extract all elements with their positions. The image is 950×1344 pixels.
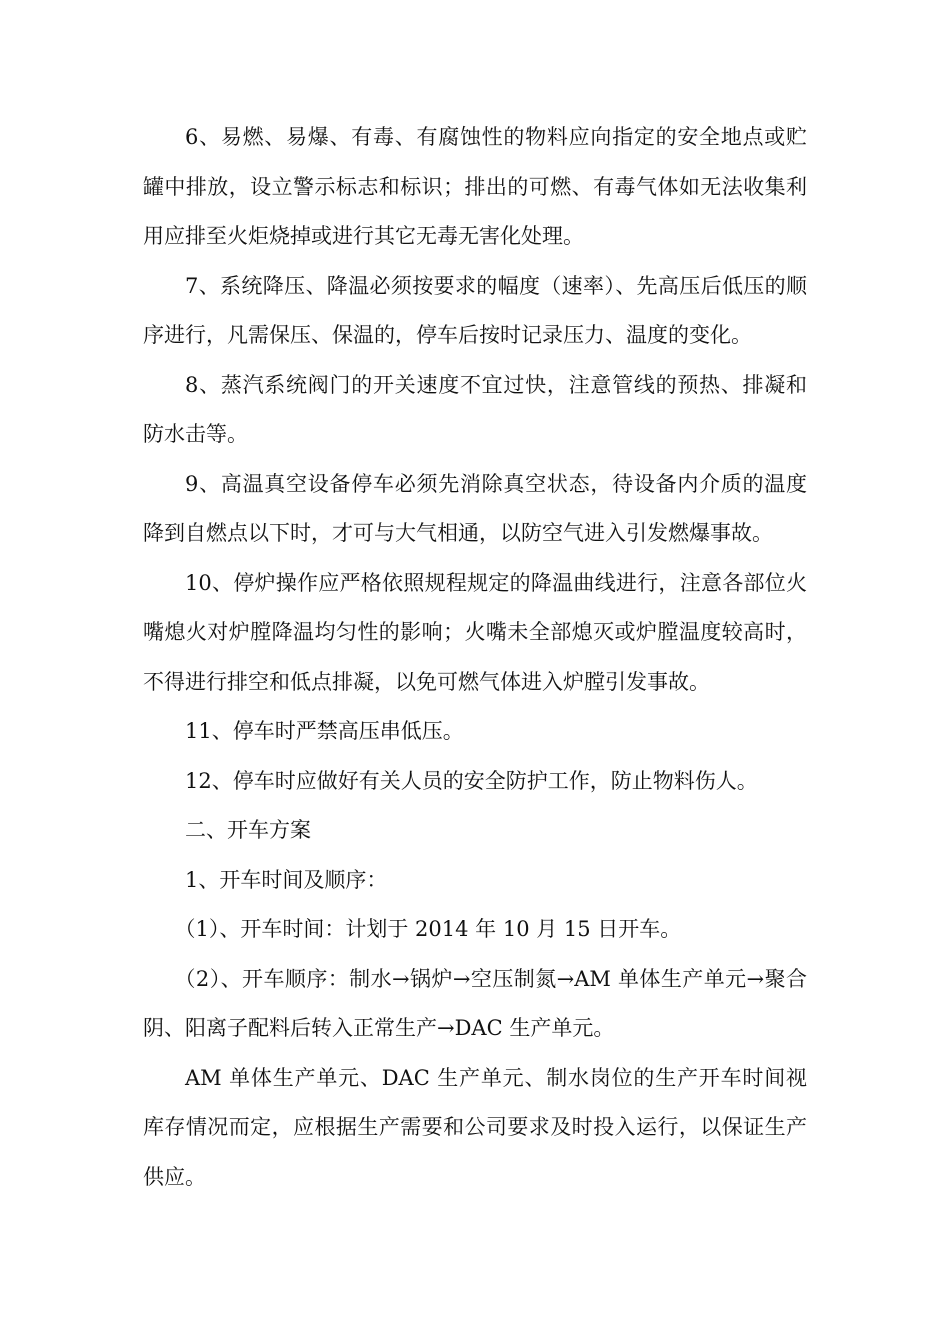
paragraph-item-11: 11、停车时严禁高压串低压。 (185, 719, 464, 743)
paragraph-item-7: 7、系统降压、降温必须按要求的幅度（速率）、先高压后低压的顺序进行，凡需保压、保温的，停车后按时记录压力、温度的变化。 (143, 273, 807, 347)
start-order-item: （2）、开车顺序：制水→锅炉→空压制氮→AM 单体生产单元→聚合阴、阳离子配料后转入正常生产→DAC 生产单元。 (143, 966, 807, 1040)
paragraph-item-12: 12、停车时应做好有关人员的安全防护工作，防止物料伤人。 (185, 768, 758, 793)
paragraph-item-10: 10、停炉操作应严格依照规程规定的降温曲线进行，注意各部位火嘴熄火对炉膛降温均匀性的影响；火嘴未全部熄灭或炉膛温度较高时，不得进行排空和低点排凝，以免可燃气体进入炉膛引发事故。 (143, 570, 807, 694)
paragraph-item-6: 6、易燃、易爆、有毒、有腐蚀性的物料应向指定的安全地点或贮罐中排放，设立警示标志和标识；排出的可燃、有毒气体如无法收集利用应排至火炬烧掉或进行其它无毒无害化处理。 (143, 125, 807, 248)
paragraph-item-8: 8、蒸汽系统阀门的开关速度不宜过快，注意管线的预热、排凝和防水击等。 (143, 372, 807, 446)
paragraph-closing: AM 单体生产单元、DAC 生产单元、制水岗位的生产开车时间视库存情况而定，应根据生产需要和公司要求及时投入运行，以保证生产供应。 (143, 1065, 807, 1189)
document-body (143, 113, 807, 1202)
start-time-item: （1）、开车时间：计划于 2014 年 10 月 15 日开车。 (174, 917, 682, 941)
subsection-heading: 1、开车时间及顺序： (185, 867, 388, 892)
section-heading: 二、开车方案 (185, 818, 311, 842)
paragraph-item-9: 9、高温真空设备停车必须先消除真空状态，待设备内介质的温度降到自燃点以下时，才可与大气相通，以防空气进入引发燃爆事故。 (143, 471, 807, 545)
